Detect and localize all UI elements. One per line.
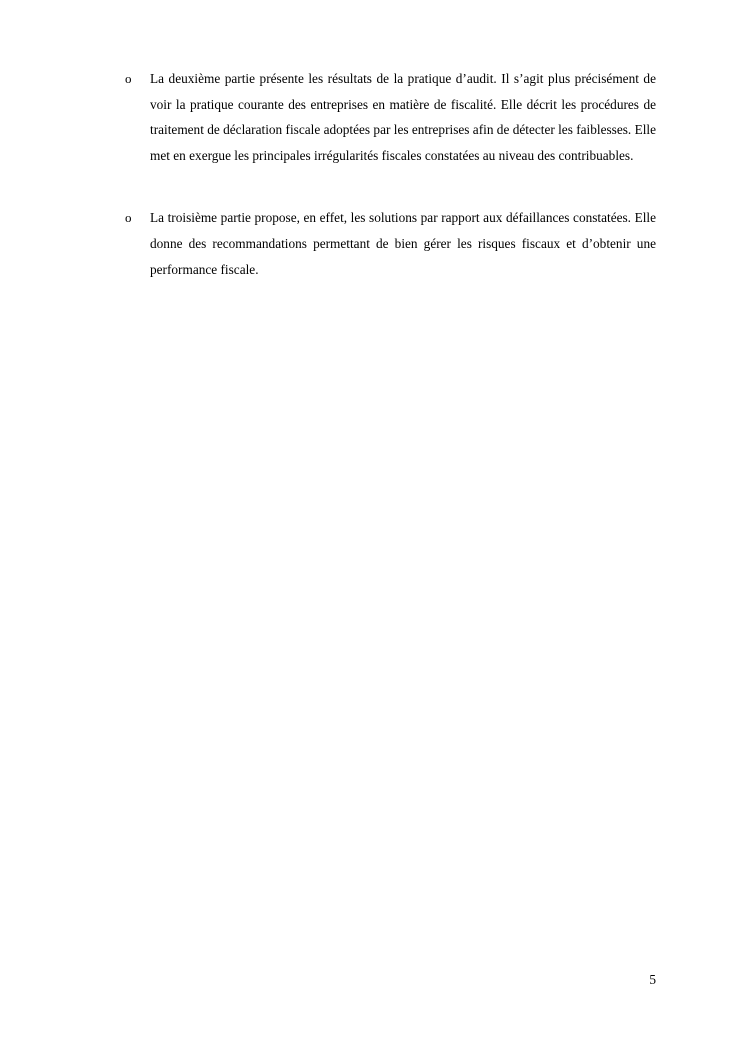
bullet-marker: o [125,71,132,86]
bullet-text: La troisième partie propose, en effet, les solutions par rapport aux défaillances constatées. Elle donne des recommandations permettant de bien gérer les risques fiscaux et d’obtenir une performance fiscale. [150,210,656,277]
bullet-item-third-part [125,205,656,282]
bullet-list [125,66,656,319]
page-number: 5 [649,972,656,987]
bullet-item-second-part [125,66,656,168]
bullet-text: La deuxième partie présente les résultats de la pratique d’audit. Il s’agit plus précisément de voir la pratique courante des entreprises en matière de fiscalité. Elle décrit les procédures de traitement de déclaration fiscale adoptées par les entreprises afin de détecter les faiblesses. Elle met en exergue les principales irrégularités fiscales constatées au niveau des contribuables. [150,71,656,163]
bullet-marker: o [125,210,132,226]
